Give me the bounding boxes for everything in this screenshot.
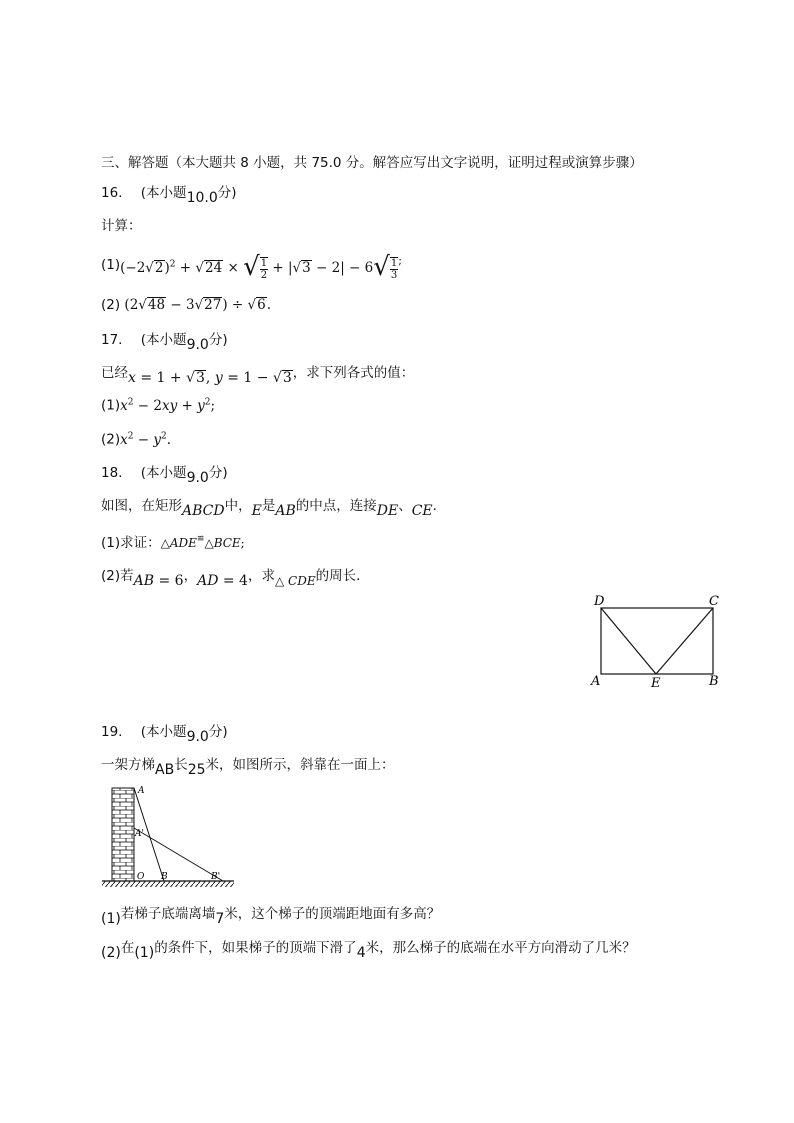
q18-tri-cde: △ CDE (274, 574, 316, 588)
q19-part2 (101, 936, 636, 961)
q19-stem-c: 米，如图所示，斜靠在一面上： (205, 757, 395, 773)
q18-stem-d: 的中点，连接 (295, 498, 377, 514)
segment-ce (656, 608, 713, 674)
q18-p2-d: 的周长． (315, 568, 370, 584)
q18-stem-b: 中， (224, 498, 252, 514)
label-a: A (591, 674, 601, 689)
brick-wall (112, 788, 134, 881)
q18-p1-text: 求证： (120, 535, 161, 551)
q17-p1-label: (1) (101, 397, 121, 414)
q16-instruction: 计算： (101, 218, 142, 234)
q18-p2-b: ， (183, 568, 198, 584)
q18-p2-c: ，求 (247, 568, 275, 584)
q18-seg-ce: CE (411, 503, 433, 519)
q19-ladder-diagram (98, 782, 238, 892)
q18-p2-label: (2) (101, 568, 121, 584)
q18-p1-expression: △ADE≌△BCE; (160, 534, 245, 550)
q19-stem-a: 一架方梯 (101, 757, 155, 773)
q18-stem-c: 是 (261, 498, 276, 514)
q17-header (101, 328, 228, 353)
q18-stem-e: 、 (398, 498, 412, 514)
q16-number: 16. (101, 185, 123, 201)
q17-stem-suffix: ，求下列各式的值： (292, 365, 415, 381)
label-e: E (651, 676, 661, 690)
rectangle-abcd (601, 608, 713, 674)
q17-stem (101, 361, 415, 386)
label-a: A (138, 786, 145, 796)
q19-p2-c: 米，那么梯子的底端在水平方向滑动了几米？ (365, 940, 636, 956)
q18-stem-f: ． (432, 498, 447, 514)
q18-score-prefix: (本小题 (140, 465, 187, 481)
q18-stem (101, 494, 447, 519)
label-c: C (709, 594, 719, 609)
q19-stem-ab: AB (155, 762, 175, 778)
q16-p2-label: (2) (101, 297, 121, 313)
q19-p2-ref: (1) (134, 945, 155, 961)
label-b: B (709, 674, 719, 689)
label-o: O (137, 872, 145, 882)
q16-score-value: 10.0 (186, 190, 218, 206)
q17-stem-prefix: 已经 (101, 365, 128, 381)
q17-part1 (101, 397, 215, 414)
q18-stem-a: 如图，在矩形 (101, 498, 182, 514)
section-title-text: 三、解答题（本大题共 8 小题，共 75.0 分。解答应写出文字说明，证明过程或演算步骤） (101, 155, 643, 171)
q18-ab-eq: AB = 6 (133, 573, 184, 589)
q17-part2 (101, 431, 171, 448)
q19-part1 (101, 902, 441, 927)
section-title (101, 151, 643, 171)
label-a-prime: A' (135, 829, 144, 839)
label-b: B (161, 872, 168, 882)
q17-p1-expression: $x^2 - 2xy + y^2$; (120, 397, 216, 414)
q16-p1-label: (1) (101, 257, 121, 273)
q19-p2-b: 的条件下，如果梯子的顶端下滑了 (154, 940, 357, 956)
q19-number: 19. (101, 724, 123, 740)
q16-part1 (101, 248, 402, 282)
q19-p1-a: 若梯子底端离墙 (120, 906, 216, 922)
q18-score-suffix: 分) (208, 465, 228, 481)
q16-score-prefix: (本小题 (140, 185, 187, 201)
q17-p2-label: (2) (101, 431, 121, 448)
q16-part2 (101, 297, 271, 313)
segment-de (601, 608, 656, 674)
q19-p1-b: 米，这个梯子的顶端距地面有多高？ (224, 906, 441, 922)
q18-part1 (101, 531, 245, 551)
q16-p1-expression: $(-2√2)^2 + √24$ × √ $\frac{1}{2}$ + |√3 − 2| − 6√ $\frac{1}{3}$ ; (120, 252, 402, 283)
label-b-prime: B' (211, 872, 221, 882)
q17-given: x = 1 + √3, y = 1 − √3 (128, 370, 292, 386)
q19-stem (101, 753, 395, 778)
q18-number: 18. (101, 465, 123, 481)
q16-header (101, 181, 237, 206)
q19-p1-num: 7 (215, 911, 225, 927)
q19-score-value: 9.0 (186, 729, 209, 745)
q18-rect-name: ABCD (182, 503, 225, 519)
q17-p2-expression: $x^2 - y^2$. (120, 431, 172, 448)
q19-p2-a: 在 (120, 940, 135, 956)
q19-score-prefix: (本小题 (140, 724, 187, 740)
q17-score-prefix: (本小题 (140, 332, 187, 348)
q19-score-suffix: 分) (208, 724, 228, 740)
q18-ad-eq: AD = 4 (197, 573, 248, 589)
q18-p1-label: (1) (101, 535, 121, 551)
label-d: D (594, 594, 605, 609)
q19-stem-b: 长 (174, 757, 188, 773)
q18-score-value: 9.0 (186, 470, 209, 486)
q18-p2-a: 若 (120, 568, 134, 584)
q17-score-value: 9.0 (186, 337, 209, 353)
q18-part2 (101, 564, 370, 589)
q19-header (101, 720, 228, 745)
q19-p2-num: 4 (356, 945, 366, 961)
q17-number: 17. (101, 332, 123, 348)
q18-header (101, 461, 228, 486)
q18-point-e: E (251, 503, 262, 519)
ladder-a1b1 (134, 828, 223, 881)
q19-stem-len: 25 (187, 762, 206, 778)
q18-seg-de: DE (376, 503, 399, 519)
q19-p2-label: (2) (101, 945, 121, 961)
q17-score-suffix: 分) (208, 332, 228, 348)
q19-p1-label: (1) (101, 911, 121, 927)
q18-rectangle-diagram (585, 590, 725, 690)
q16-p2-expression: (2√48 − 3√27) ÷ √6. (124, 297, 272, 313)
q18-seg-ab: AB (275, 503, 296, 519)
q16-score-suffix: 分) (217, 185, 237, 201)
